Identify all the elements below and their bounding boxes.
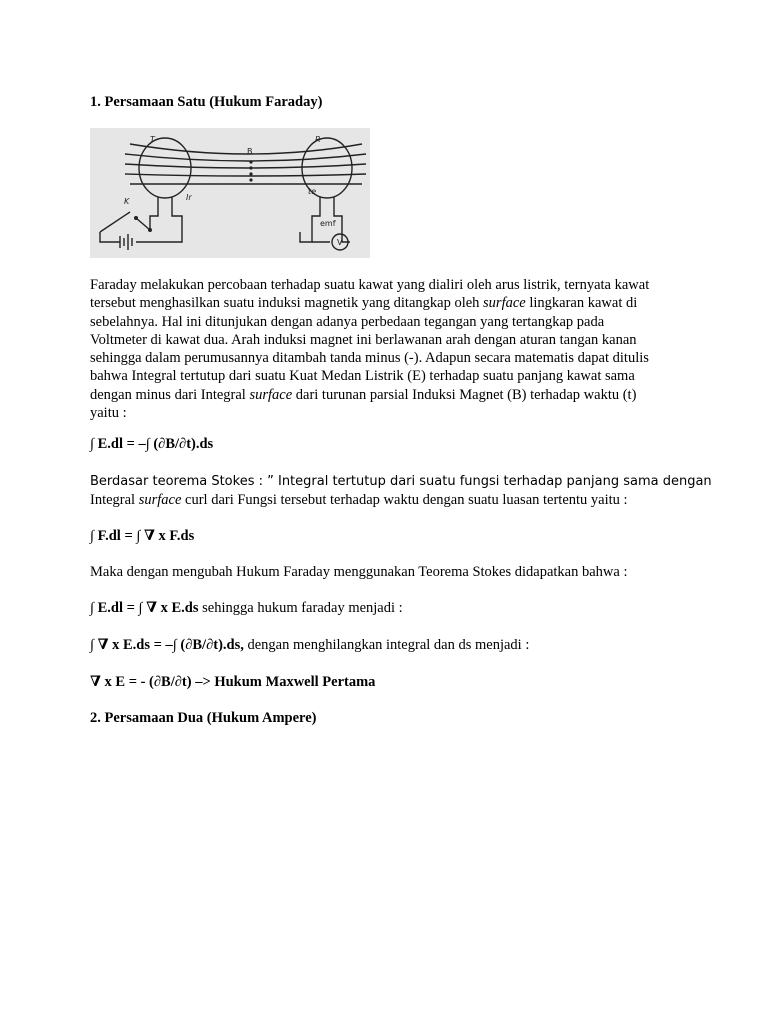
text-line: tersebut menghasilkan suatu induksi magnetik yang ditangkap oleh surface lingkaran kawat di: [90, 295, 638, 312]
label-emf: emf: [320, 219, 336, 228]
faraday-experiment-figure: [90, 128, 370, 258]
text-line: yaitu :: [90, 405, 127, 422]
equation-maxwell-first: ∇ x E = - (∂B/∂t) –> Hukum Maxwell Pertama: [90, 674, 376, 690]
label-k: K: [124, 197, 130, 206]
label-ir: Ir: [186, 193, 192, 202]
equation-faraday-integral: ∫ E.dl = –∫ (∂B/∂t).ds: [90, 436, 214, 452]
section-heading-faraday: 1. Persamaan Satu (Hukum Faraday): [90, 94, 323, 110]
section-heading-ampere: 2. Persamaan Dua (Hukum Ampere): [90, 710, 317, 726]
text-line: Faraday melakukan percobaan terhadap suatu kawat yang dialiri oleh arus listrik, ternyata kawat: [90, 277, 650, 293]
label-b: B: [247, 147, 253, 156]
paragraph-stokes-theorem: [90, 473, 712, 510]
equation-curl-form: ∫ ∇ x E.ds = –∫ (∂B/∂t).ds, dengan menghilangkan integral dan ds menjadi :: [90, 637, 530, 653]
label-r: R: [315, 135, 321, 144]
text-line: Berdasar teorema Stokes : ” Integral tertutup dari suatu fungsi terhadap panjang sama dengan: [90, 474, 712, 489]
label-te: te: [308, 187, 317, 196]
text-line: Integral surface curl dari Fungsi tersebut terhadap waktu dengan suatu luasan tertentu yaitu :: [90, 492, 628, 509]
italic-surface: surface: [483, 295, 526, 312]
text-line: sebelahnya. Hal ini ditunjukan dengan adanya perbedaan tegangan yang tertangkap pada: [90, 313, 605, 330]
text-line: sehingga dalam perumusannya ditambah tanda minus (-). Adapun secara matematis dapat ditulis: [90, 350, 649, 367]
paragraph-conclusion: Maka dengan mengubah Hukum Faraday menggunakan Teorema Stokes didapatkan bahwa :: [90, 564, 628, 580]
label-v: V: [337, 238, 343, 247]
equation-stokes-applied: ∫ E.dl = ∫ ∇ x E.ds sehingga hukum faraday menjadi :: [90, 600, 403, 616]
italic-surface: surface: [138, 492, 182, 509]
text-line: bahwa Integral tertutup dari suatu Kuat Medan Listrik (E) terhadap suatu panjang kawat sama: [90, 368, 635, 385]
label-t: T: [150, 135, 155, 144]
equation-stokes: ∫ F.dl = ∫ ∇ x F.ds: [90, 528, 195, 544]
paragraph-faraday-description: [90, 276, 690, 422]
text-line: dengan minus dari Integral surface dari turunan parsial Induksi Magnet (B) terhadap waktu (t): [90, 386, 637, 403]
faraday-diagram: [90, 128, 370, 258]
italic-surface: surface: [249, 386, 293, 403]
text-line: Voltmeter di kawat dua. Arah induksi magnet ini berlawanan arah dengan aturan tangan kanan: [90, 331, 637, 348]
